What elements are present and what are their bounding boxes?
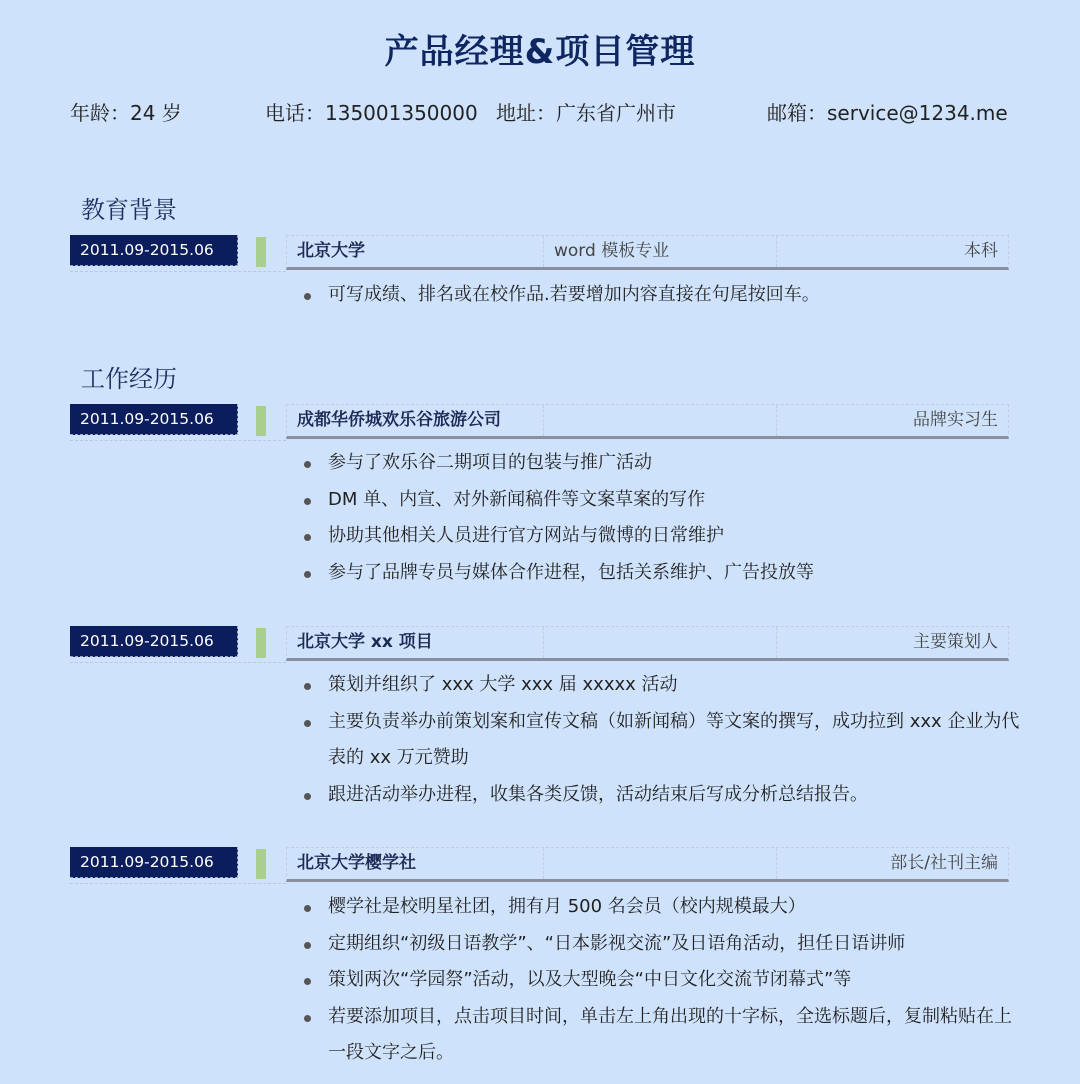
entry-date[interactable]: 2011.09-2015.06: [70, 235, 238, 266]
work-entry-header: [70, 626, 1010, 666]
email-info[interactable]: 邮箱：service@1234.me: [767, 101, 1008, 125]
work-entry-header: [70, 404, 1010, 444]
entry-org: 成都华侨城欢乐谷旅游公司: [287, 405, 544, 436]
address-info: 地址：广东省广州市: [496, 101, 676, 125]
work-entry-bullets: [304, 889, 1024, 1072]
education-entry-header: [70, 235, 1010, 275]
entry-header-table: [286, 404, 1009, 439]
entry-role: 品牌实习生: [913, 410, 998, 430]
entry-header-table: [286, 235, 1009, 270]
list-item: 可写成绩、排名或在校作品.若要增加内容直接在句尾按回车。: [304, 277, 1024, 314]
list-item: 参与了欢乐谷二期项目的包装与推广活动: [304, 445, 1024, 482]
list-item: 策划并组织了 xxx 大学 xxx 届 xxxxx 活动: [304, 667, 1024, 704]
work-entry-bullets: [304, 667, 1024, 813]
age-info: 年龄：24 岁: [70, 101, 182, 125]
entry-role: 部长/社刊主编: [890, 853, 998, 873]
list-item: 主要负责举办前策划案和宣传文稿（如新闻稿）等文案的撰写，成功拉到 xxx 企业为代表的 xx 万元赞助: [304, 704, 1024, 777]
entry-middle: [544, 848, 777, 879]
accent-bar: [256, 237, 266, 267]
entry-date[interactable]: 2011.09-2015.06: [70, 626, 238, 657]
divider: [70, 271, 286, 272]
list-item: 樱学社是校明星社团，拥有月 500 名会员（校内规模最大）: [304, 889, 1024, 926]
resume-title: 产品经理&项目管理: [384, 32, 696, 72]
list-item: 若要添加项目，点击项目时间，单击左上角出现的十字标，全选标题后，复制粘贴在上一段文字之后。: [304, 999, 1024, 1072]
entry-org: 北京大学樱学社: [287, 848, 544, 879]
list-item: 跟进活动举办进程，收集各类反馈，活动结束后写成分析总结报告。: [304, 777, 1024, 814]
list-item: 策划两次“学园祭”活动，以及大型晚会“中日文化交流节闭幕式”等: [304, 962, 1024, 999]
divider: [70, 440, 286, 441]
work-section-title: 工作经历: [81, 365, 177, 393]
work-entry-header: [70, 847, 1010, 887]
entry-header-table: [286, 847, 1009, 882]
list-item: 协助其他相关人员进行官方网站与微博的日常维护: [304, 518, 1024, 555]
list-item: DM 单、内宣、对外新闻稿件等文案草案的写作: [304, 482, 1024, 519]
entry-role: 本科: [964, 241, 998, 261]
entry-date[interactable]: 2011.09-2015.06: [70, 404, 238, 435]
entry-major: word 模板专业: [544, 236, 777, 267]
education-bullets: [304, 277, 1024, 314]
entry-header-table: [286, 626, 1009, 661]
entry-role: 主要策划人: [913, 632, 998, 652]
list-item: 定期组织“初级日语教学”、“日本影视交流”及日语角活动，担任日语讲师: [304, 926, 1024, 963]
accent-bar: [256, 849, 266, 879]
list-item: 参与了品牌专员与媒体合作进程，包括关系维护、广告投放等: [304, 555, 1024, 592]
entry-org: 北京大学: [287, 236, 544, 267]
entry-middle: [544, 627, 777, 658]
entry-middle: [544, 405, 777, 436]
work-entry-bullets: [304, 445, 1024, 591]
entry-date[interactable]: 2011.09-2015.06: [70, 847, 238, 878]
accent-bar: [256, 628, 266, 658]
phone-info: 电话：135001350000: [265, 101, 478, 125]
entry-org: 北京大学 xx 项目: [287, 627, 544, 658]
accent-bar: [256, 406, 266, 436]
divider: [70, 662, 286, 663]
education-section-title: 教育背景: [81, 196, 177, 224]
divider: [70, 883, 286, 884]
